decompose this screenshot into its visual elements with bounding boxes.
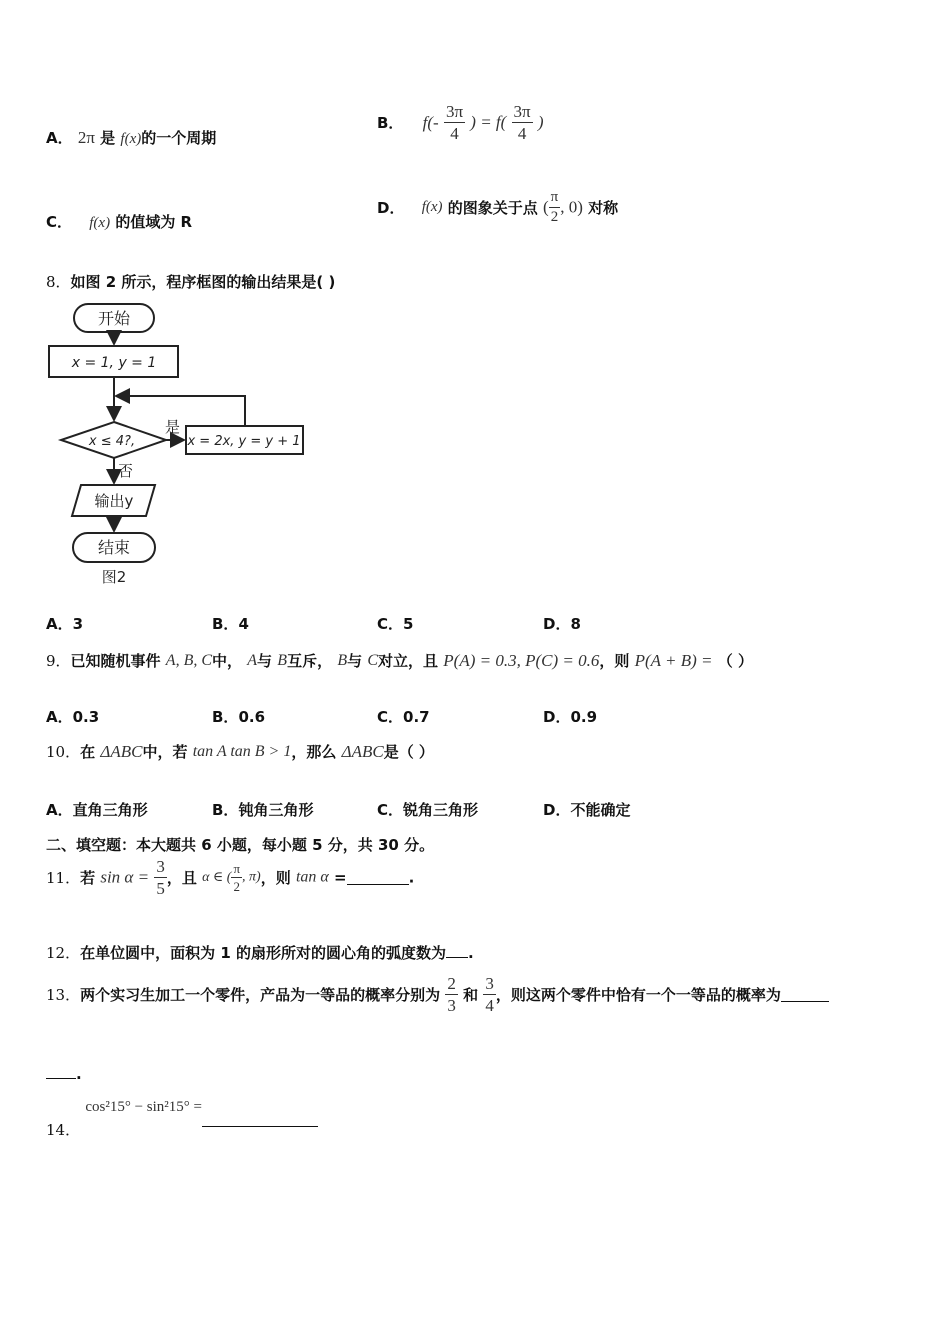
flowchart-start-label: 开始 [97, 309, 131, 328]
q14-answer-blank[interactable] [202, 1096, 318, 1127]
math-fx: f(x) [120, 131, 142, 147]
q7-option-c: C． f(x) 的值域为 R [46, 213, 193, 231]
flowchart [44, 300, 314, 592]
flowchart-end-label: 结束 [97, 538, 131, 557]
q10-stem: 10．在 ΔABC中，若 tan A tan B > 1，那么 ΔABC是（ ） [46, 742, 434, 761]
q12-stem: 12．在单位圆中，面积为 1 的扇形所对的圆心角的弧度数为 . [46, 944, 474, 962]
q7-option-d: D． f(x) 的图象关于点 ( $\frac{\pi}{2}$ , 0) 对称 [377, 189, 619, 225]
q13-answer-blank[interactable] [781, 987, 829, 1002]
q8-stem: 8．如图 2 所示，程序框图的输出结果是( ) [46, 273, 336, 291]
q8-option-a: A．3 [46, 615, 84, 633]
fraction-pi-2: $\frac{\pi}{2}$ [550, 189, 559, 225]
q7-option-b: B． f(- $\frac{3\pi}{4}$ ) = f( $\frac{3\pi}{4}$ ) [377, 102, 544, 143]
q13-stem: 13．两个实习生加工一个零件，产品为一等品的概率分别为 $\frac{2}{3}$ 和 $\frac{3}{4}$ ，则这两个零件中恰有一个一等品的概率为 [46, 975, 829, 1014]
q7-option-a: A． 2π 是 f(x)的一个周期 [46, 128, 217, 147]
q11-answer-blank[interactable] [347, 870, 409, 885]
fraction-3-4: $\frac{3}{4}$ [485, 974, 494, 1015]
q10-option-a: A．直角三角形 [46, 801, 148, 819]
fraction-3pi-4: $\frac{3\pi}{4}$ [445, 102, 464, 143]
q8-option-d: D．8 [543, 615, 581, 633]
flowchart-caption: 图2 [101, 568, 127, 586]
q9-option-c: C．0.7 [377, 708, 430, 726]
q10-option-c: C．锐角三角形 [377, 801, 479, 819]
flowchart-update-label: x = 2x, y = y + 1 [187, 434, 301, 449]
flowchart-yes-label: 是 [165, 418, 181, 436]
q12-answer-blank[interactable] [446, 943, 468, 958]
section-heading-fill-in: 二、填空题：本大题共 6 小题，每小题 5 分，共 30 分。 [46, 836, 435, 854]
fraction-3pi-4-b: $\frac{3\pi}{4}$ [513, 102, 531, 143]
q13-blank-continuation: . [46, 1064, 82, 1083]
q9-option-d: D．0.9 [543, 708, 598, 726]
fraction-pi-2-q11: $\frac{\pi}{2}$ [233, 861, 241, 894]
flowchart-no-label: 否 [118, 462, 134, 480]
fraction-2-3: $\frac{2}{3}$ [447, 974, 456, 1015]
q14-expression: cos²15° − sin²15° = [85, 1099, 202, 1115]
q9-option-b: B．0.6 [212, 708, 266, 726]
q14-stem: 14． cos²15° − sin²15° = [46, 1096, 318, 1127]
flowchart-decision-label: x ≤ 4?, [88, 434, 136, 449]
q10-option-d: D．不能确定 [543, 801, 631, 819]
flowchart-output-label: 输出y [94, 492, 134, 510]
q8-option-c: C．5 [377, 615, 414, 633]
math-2pi: 2π [77, 128, 95, 147]
q13-answer-blank-cont[interactable] [46, 1064, 76, 1079]
q9-option-a: A．0.3 [46, 708, 100, 726]
q8-option-b: B．4 [212, 615, 249, 633]
q10-option-b: B．钝角三角形 [212, 801, 314, 819]
q9-stem: 9．已知随机事件 A, B, C中， A与 B互斥， B与 C对立，且 P(A) = 0.3, P(C) = 0.6，则 P(A + B) = （ ） [46, 651, 753, 670]
fraction-3-5: $\frac{3}{5}$ [156, 857, 165, 898]
q11-stem: 11．若 sin α = $\frac{3}{5}$ ，且 α ∈ ( $\frac{\pi}{2}$ , π)，则 tan α = . [46, 857, 415, 898]
flowchart-init-label: x = 1, y = 1 [71, 355, 157, 371]
